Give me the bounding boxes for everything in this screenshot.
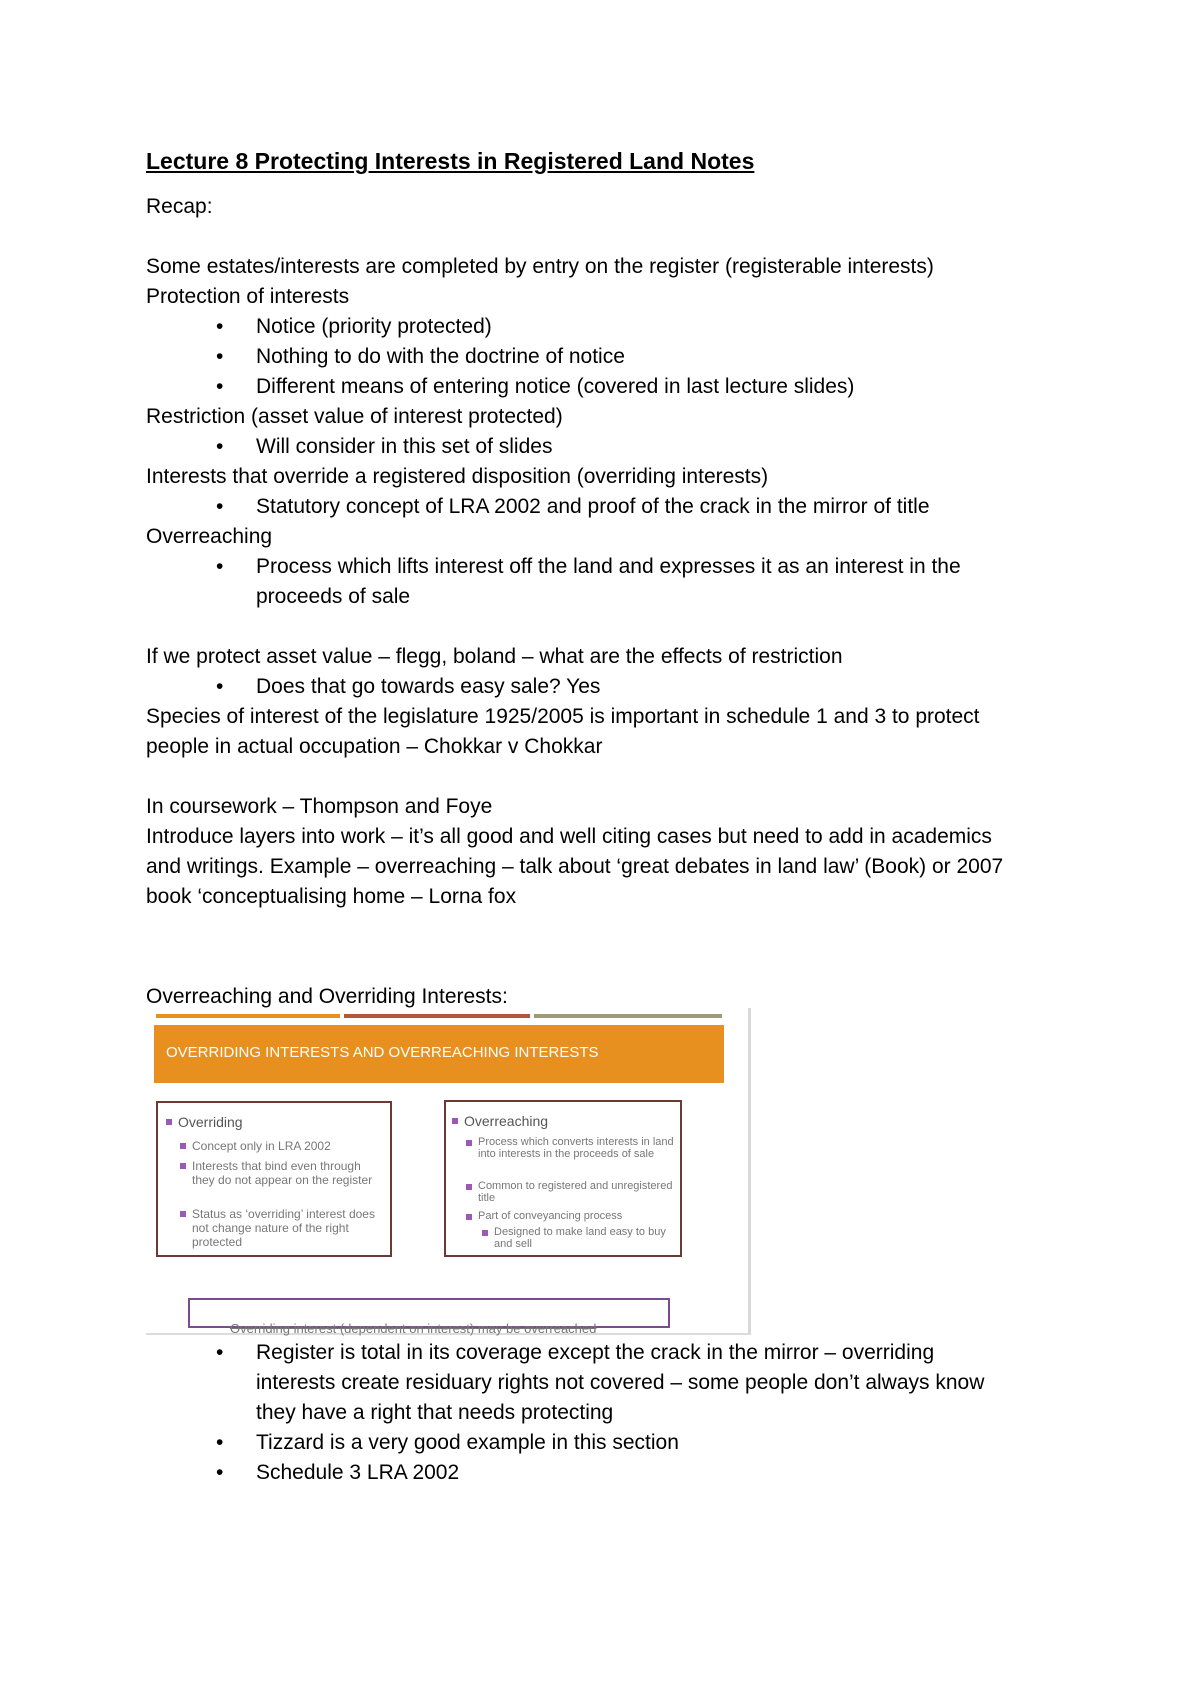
box-item: Process which converts interests in land into interests in the proceeds of sale <box>478 1136 674 1160</box>
coursework-line: In coursework – Thompson and Foye <box>146 795 493 818</box>
bullet-icon: • <box>216 1341 224 1364</box>
bullet-icon: • <box>216 675 224 698</box>
recap-line: Some estates/interests are completed by entry on the register (registerable interests) <box>146 255 934 278</box>
overreaching-line: Overreaching <box>146 525 273 548</box>
bullet-icon <box>466 1140 472 1146</box>
recap-label: Recap: <box>146 195 213 218</box>
box-title: Overriding <box>178 1115 243 1129</box>
slide-footer: Overriding interest (dependent on interest) may be overreached <box>230 1321 597 1336</box>
document-page: Lecture 8 Protecting Interests in Registered Land Notes Recap: Some estates/interests are completed by entry on the register (registerable interests) Protection of interests • Notice (priority protected) • Nothing to do with the doctrine of notice • Different means of entering notice (covered in last lecture slides) Restriction (asset value of interest protected) • Will consider in this set of slides Interests that override a registered disposition (overriding interests) • Statutory concept of LRA 2002 and proof of the crack in the mirror of title Overreaching • Process which lifts interest off the land and expresses it as an interest in the proceeds of sale If we protect asset value – flegg, boland – what are the effects of restriction • Does that go towards easy sale? Yes Species of interest of the legislature 1925/2005 is important in schedule 1 and 3 to protect people in actual occupation – Chokkar v Chokkar In coursework – Thompson and Foye Introduce layers into work – it’s all good and well citing cases but need to add in academics and writings. Example – overreaching – talk about ‘great debates in land law’ (Book) or 2007 book ‘conceptualising home – Lorna fox Overreaching and Overriding Interests: OVERRIDING INTERESTS AND OVERREACHING INTERESTS Overriding Concept only in LRA 2002 Interests that bind even through they do not appear on the register Status as ‘overriding’ interest does not change nature of the right protected Overreaching Process which converts interests in land into interests in the proceeds of sale Common to registered and unregistered title Part of conveyancing process Designed to make land easy to buy and sell Overriding interest (dependent on interest) may be overreached • Register is total in its coverage except the crack in the mirror – overriding interests create residuary rights not covered – some people don’t always know they have a right that needs protecting • Tizzard is a very good example in this section • Schedule 3 LRA 2002 <box>0 0 1200 1698</box>
box-sub-item: Designed to make land easy to buy and sell <box>494 1226 670 1250</box>
slide-rule <box>534 1014 722 1018</box>
bullet-icon: • <box>216 435 224 458</box>
bullet-icon <box>180 1211 186 1217</box>
box-title: Overreaching <box>464 1114 548 1128</box>
asset-line: If we protect asset value – flegg, boland – what are the effects of restriction <box>146 645 843 668</box>
box-item: Part of conveyancing process <box>478 1210 674 1222</box>
bullet-icon: • <box>216 1461 224 1484</box>
overreaching-box <box>444 1100 682 1257</box>
bullet-icon <box>482 1230 488 1236</box>
slide-rule <box>156 1014 340 1018</box>
bullet-icon: • <box>216 315 224 338</box>
coursework-line: Introduce layers into work – it’s all good and well citing cases but need to add in academics <box>146 825 992 848</box>
bullet-icon <box>466 1184 472 1190</box>
coursework-line: book ‘conceptualising home – Lorna fox <box>146 885 517 908</box>
embedded-slide <box>146 1008 751 1335</box>
bullet-icon <box>180 1163 186 1169</box>
overriding-box <box>156 1101 392 1257</box>
species-line: Species of interest of the legislature 1925/2005 is important in schedule 1 and 3 to protect <box>146 705 980 728</box>
box-item: Interests that bind even through they do not appear on the register <box>192 1159 382 1187</box>
restriction-line: Restriction (asset value of interest protected) <box>146 405 563 428</box>
section-heading: Overreaching and Overriding Interests: <box>146 985 508 1008</box>
page-title: Lecture 8 Protecting Interests in Registered Land Notes <box>146 148 755 174</box>
species-line: people in actual occupation – Chokkar v Chokkar <box>146 735 603 758</box>
box-item: Common to registered and unregistered title <box>478 1180 674 1204</box>
bullet-icon <box>452 1118 458 1124</box>
bullet-icon <box>466 1214 472 1220</box>
bullet-icon: • <box>216 345 224 368</box>
slide-header <box>154 1025 724 1083</box>
box-item: Status as ‘overriding’ interest does not change nature of the right protected <box>192 1207 382 1249</box>
slide-header-text: OVERRIDING INTERESTS AND OVERREACHING INTERESTS <box>166 1044 599 1061</box>
bullet-icon: • <box>216 555 224 578</box>
recap-line: Protection of interests <box>146 285 350 308</box>
bullet-icon <box>166 1119 172 1125</box>
overriding-line: Interests that override a registered disposition (overriding interests) <box>146 465 769 488</box>
bullet-icon: • <box>216 495 224 518</box>
bullet-icon <box>180 1143 186 1149</box>
bullet-icon: • <box>216 375 224 398</box>
slide-rule <box>344 1014 530 1018</box>
bullet-icon: • <box>216 1431 224 1454</box>
coursework-line: and writings. Example – overreaching – talk about ‘great debates in land law’ (Book) or 2007 <box>146 855 1004 878</box>
box-item: Concept only in LRA 2002 <box>192 1139 382 1153</box>
